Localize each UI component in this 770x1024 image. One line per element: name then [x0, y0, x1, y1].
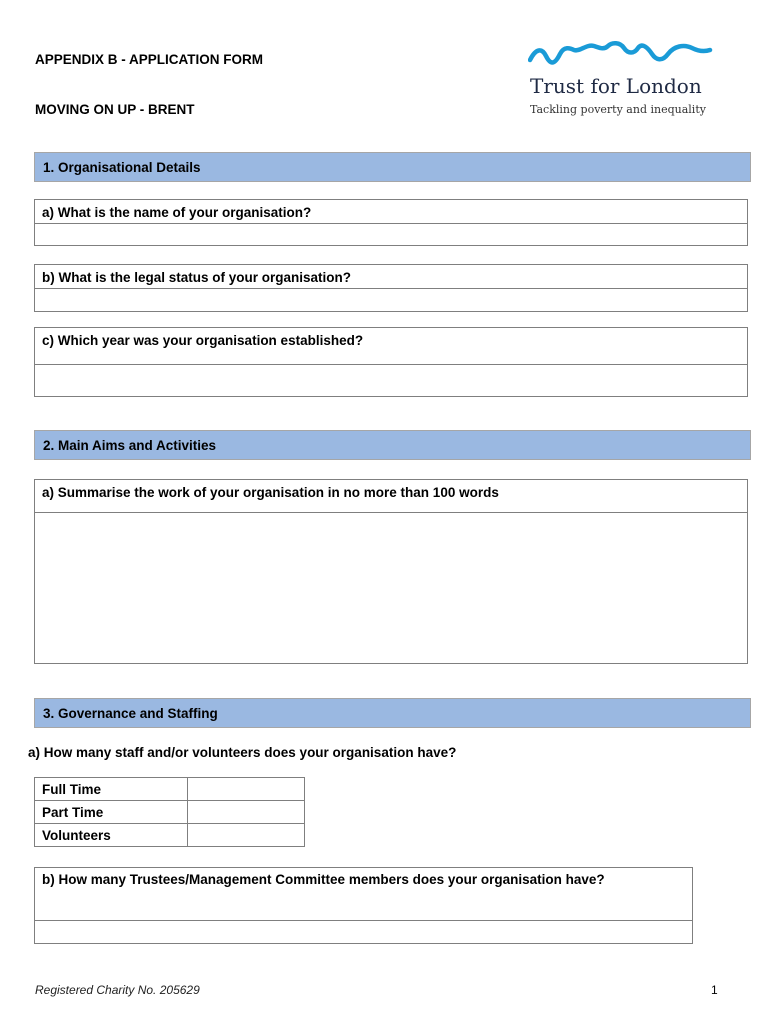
- full-time-field[interactable]: [188, 778, 305, 801]
- question-box-trustees: [34, 867, 693, 944]
- table-row: [35, 801, 305, 824]
- volunteers-field[interactable]: [188, 824, 305, 847]
- section-organisational-details: 1. Organisational Details: [34, 152, 751, 182]
- staff-row-label: Full Time: [35, 778, 188, 801]
- question-box-summary: [34, 479, 748, 664]
- part-time-field[interactable]: [188, 801, 305, 824]
- question-staff-count: a) How many staff and/or volunteers does your organisation have?: [28, 745, 457, 760]
- staff-row-label: Part Time: [35, 801, 188, 824]
- trust-for-london-logo: [528, 40, 718, 120]
- section-main-aims: 2. Main Aims and Activities: [34, 430, 751, 460]
- question-label: a) What is the name of your organisation?: [35, 200, 747, 224]
- org-name-field[interactable]: [35, 224, 747, 245]
- trustees-field[interactable]: [35, 921, 692, 943]
- page-number: 1: [711, 983, 718, 997]
- question-label: b) What is the legal status of your organisation?: [35, 265, 747, 289]
- section-governance-staffing: 3. Governance and Staffing: [34, 698, 751, 728]
- staff-row-label: Volunteers: [35, 824, 188, 847]
- charity-number: Registered Charity No. 205629: [35, 983, 200, 997]
- staff-table: [34, 777, 305, 847]
- question-box-org-name: [34, 199, 748, 246]
- question-label: b) How many Trustees/Management Committee members does your organisation have?: [35, 868, 692, 921]
- question-box-year-established: [34, 327, 748, 397]
- appendix-title: APPENDIX B - APPLICATION FORM: [35, 52, 264, 67]
- table-row: [35, 778, 305, 801]
- question-label: a) Summarise the work of your organisation in no more than 100 words: [35, 480, 747, 513]
- programme-title: MOVING ON UP - BRENT: [35, 102, 195, 117]
- river-wave-icon: [528, 40, 718, 72]
- legal-status-field[interactable]: [35, 289, 747, 311]
- summary-field[interactable]: [35, 513, 747, 663]
- year-established-field[interactable]: [35, 365, 747, 396]
- question-label: c) Which year was your organisation established?: [35, 328, 747, 365]
- logo-name: Trust for London: [530, 74, 702, 98]
- question-box-legal-status: [34, 264, 748, 312]
- table-row: [35, 824, 305, 847]
- logo-tagline: Tackling poverty and inequality: [530, 103, 706, 116]
